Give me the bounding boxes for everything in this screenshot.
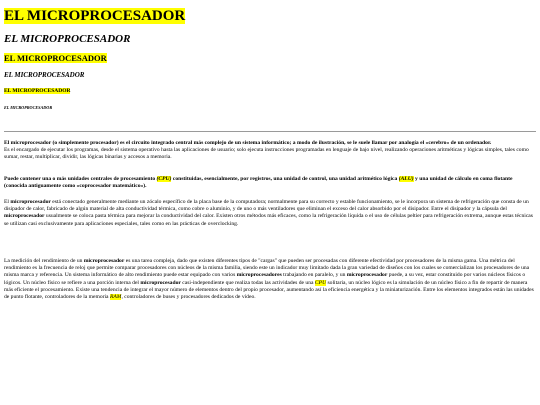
heading-4: EL MICROPROCESADOR <box>4 71 85 79</box>
perf-ram-highlight: RAM <box>109 294 122 301</box>
performance-paragraph <box>4 258 534 301</box>
perf-a: La medición del rendimiento de un <box>4 258 84 264</box>
mounting-term-2: microprocesador <box>4 213 45 220</box>
heading-3-text: EL MICROPROCESADOR <box>4 53 107 63</box>
heading-1 <box>4 8 185 25</box>
perf-i: casi-independiente que realiza todas las actividades de una <box>180 279 315 286</box>
heading-6: EL MICROPROCESADOR <box>4 105 53 110</box>
units-text-1: Puede contener una o más unidades centrales de procesamiento <box>4 176 157 182</box>
perf-m: , controladores de buses y procesadores dedicados de vídeo. <box>121 294 256 301</box>
perf-f: microprocesador <box>346 272 388 279</box>
mounting-text-2: está conectado generalmente mediante un zócalo específico de la placa base de la computadora; normalmente para su correcto y estable funcionamiento, se le incorpora un sistema de refrigeración que consta de un disipador de calor, fabricado de algún material de alta conductividad térmica, como cobre o aluminio, y de uno o más ventiladores que eliminan el exceso del calor absorbido por el disipador. Entre el disipador y la cápsula del <box>4 199 529 213</box>
alu-highlight: (ALU) <box>398 176 414 182</box>
horizontal-rule <box>4 131 536 132</box>
mounting-paragraph <box>4 199 534 228</box>
mounting-term: microprocesador <box>10 199 51 205</box>
heading-5-text: EL MICROPROCESADOR <box>4 88 71 94</box>
perf-h: microprocesador <box>140 279 181 286</box>
heading-5 <box>4 88 70 94</box>
units-paragraph <box>4 176 534 190</box>
perf-b: microprocesador <box>83 258 125 264</box>
heading-3 <box>4 53 107 63</box>
intro-bold-lead: El microprocesador (o simplemente procesador) es el circuito integrado central más complejo de un sistema informático; a modo de ilustración, se le suele llamar por analogía el «cerebro» de un ordenador. <box>4 140 492 146</box>
perf-e: trabajando en paralelo, y un <box>281 272 347 279</box>
intro-paragraph <box>4 140 534 162</box>
perf-d: microprocesadores <box>236 272 282 279</box>
units-text-2: constituidas, esencialmente, por registros, una unidad de control, una unidad aritmético lógica <box>171 176 399 182</box>
perf-k: solitaria, un núcleo lógico es la simulación de un núcleo físico a fin de repartir de manera más eficiente el procesamiento. Existe una tendencia de integrar el mayor número de elementos dentro del propio procesador, aumentando así la eficiencia energética y la miniaturización. Entre los elementos integrados están las unidades de punto flotante, controladores de la memoria <box>4 279 534 301</box>
intro-text: Es el encargado de ejecutar los programas, desde el sistema operativo hasta las aplicaciones de usuario; solo ejecuta instrucciones programadas en lenguaje de bajo nivel, realizando operaciones aritméticas y lógicas simples, tales como sumar, restar, multiplicar, dividir, las lógicas binarias y accesos a memoria. <box>4 147 529 161</box>
mounting-text-3: usualmente se coloca pasta térmica para mejorar la conductividad del calor. Existen otros métodos más eficaces, como la refrigeración líquida o el uso de células peltier para refrigeración extrema, aunque estas técnicas se utilizan casi exclusivamente para aplicaciones especiales, tales como en las prácticas de overclocking. <box>4 213 533 227</box>
perf-cpu-highlight: CPU <box>314 279 327 286</box>
perf-c: es una tarea compleja, dado que existen diferentes tipos de "cargas" que pueden ser procesadas con diferente efectividad por procesadores de la misma gama. Una métrica del rendimiento es la frecuencia de reloj que permite comparar procesadores con núcleos de la misma familia, siendo este un indicador muy limitado dada la gran variedad de diseños con los cuales se comercializan los procesadores de una misma marca y referencia. Un sistema informático de alto rendimiento puede estar equipado con varios <box>4 258 530 279</box>
heading-1-text: EL MICROPROCESADOR <box>4 8 186 24</box>
units-text-3: y una unidad de cálculo en coma flotante (conocida antiguamente como «coprocesador matemático»). <box>4 176 513 190</box>
heading-2: EL MICROPROCESADOR <box>4 33 131 45</box>
mounting-text-1: El <box>4 199 11 205</box>
cpu-highlight: (CPU) <box>156 176 172 182</box>
perf-g: puede, a su vez, estar constituido por varios núcleos físicos o lógicos. Un núcleo físico se refiere a una porción interna del <box>4 272 526 286</box>
